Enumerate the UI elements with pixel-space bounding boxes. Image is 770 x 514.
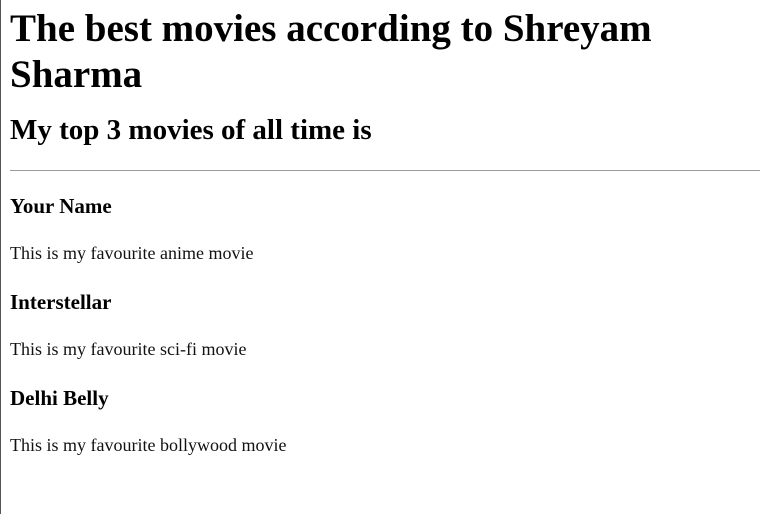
page-subtitle: My top 3 movies of all time is	[10, 114, 372, 146]
movie-title: Delhi Belly	[10, 386, 109, 410]
movie-description: This is my favourite sci-fi movie	[10, 339, 247, 359]
movie-item-your-name	[10, 194, 760, 264]
movie-item-interstellar	[10, 290, 760, 360]
movie-title: Interstellar	[10, 290, 112, 314]
movie-description: This is my favourite anime movie	[10, 243, 254, 263]
movie-item-delhi-belly	[10, 386, 760, 456]
page-content	[10, 0, 760, 456]
movie-description: This is my favourite bollywood movie	[10, 435, 287, 455]
divider	[10, 170, 760, 171]
movie-title: Your Name	[10, 194, 112, 218]
window-left-border	[0, 0, 1, 514]
page-title: The best movies according to Shreyam Sharma	[10, 7, 652, 96]
